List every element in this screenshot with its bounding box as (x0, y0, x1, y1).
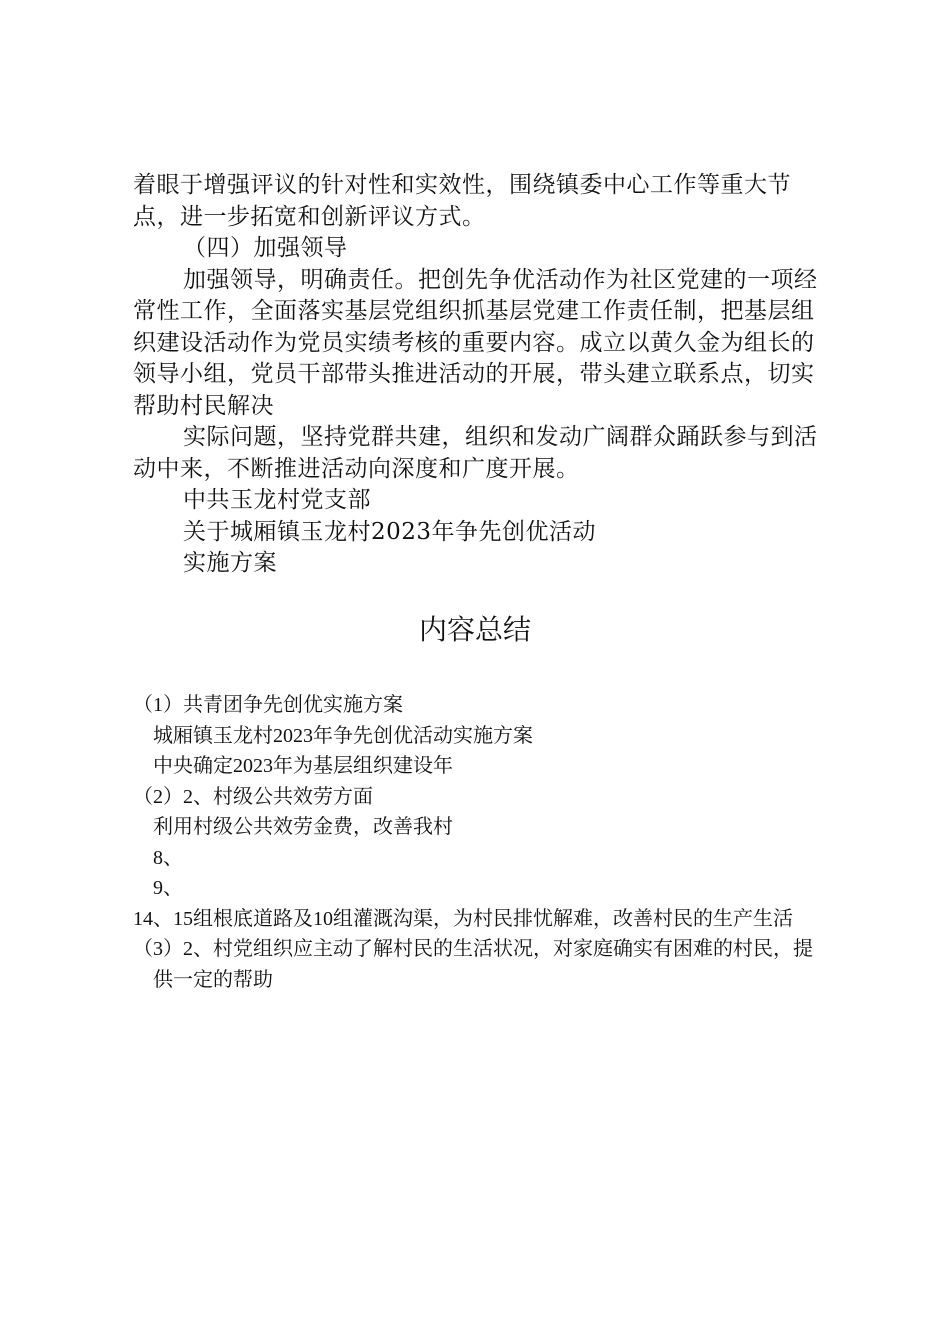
paragraph-evaluation: 着眼于增强评议的针对性和实效性，围绕镇委中心工作等重大节点，进一步拓宽和创新评议方式。 (133, 172, 791, 230)
section-heading-leadership: （四）加强领导 (183, 235, 348, 261)
summary-line: 城厢镇玉龙村2023年争先创优活动实施方案 (153, 724, 533, 747)
summary-line: （1）共青团争先创优实施方案 (133, 694, 403, 716)
document-title-line: 关于城厢镇玉龙村2023年争先创优活动 (183, 518, 597, 545)
paragraph-leadership: 加强领导，明确责任。把创先争优活动作为社区党建的一项经常性工作，全面落实基层党组织抓基层党建工作责任制，把基层组织建设活动作为党员实绩考核的重要内容。成立以黄久金为组长的领导小组，党员干部带头推进活动的开展，带头建立联系点，切实帮助村民解决 (133, 266, 818, 419)
paragraph-practical-issues: 实际问题，坚持党群共建，组织和发动广阔群众踊跃参与到活动中来，不断推进活动向深度和广度开展。 (133, 424, 818, 482)
summary-line: （3）2、村党组织应主动了解村民的生活状况，对家庭确实有困难的村民，提 (133, 938, 813, 960)
summary-line: （2）2、村级公共效劳方面 (133, 785, 373, 808)
document-title-line-2: 实施方案 (183, 550, 277, 576)
summary-line: 中央确定2023年为基层组织建设年 (153, 755, 453, 777)
signature-party-branch: 中共玉龙村党支部 (183, 487, 371, 513)
summary-line: 利用村级公共效劳金费，改善我村 (153, 816, 453, 838)
summary-title: 内容总结 (418, 613, 531, 646)
summary-list (133, 690, 823, 995)
summary-line: 14、15组根底道路及10组灌溉沟渠，为村民排忧解难，改善村民的生产生活 (133, 907, 793, 930)
summary-line: 9、 (153, 877, 183, 899)
summary-line: 供一定的帮助 (153, 968, 273, 991)
summary-line: 8、 (153, 846, 183, 869)
document-body (133, 170, 823, 580)
